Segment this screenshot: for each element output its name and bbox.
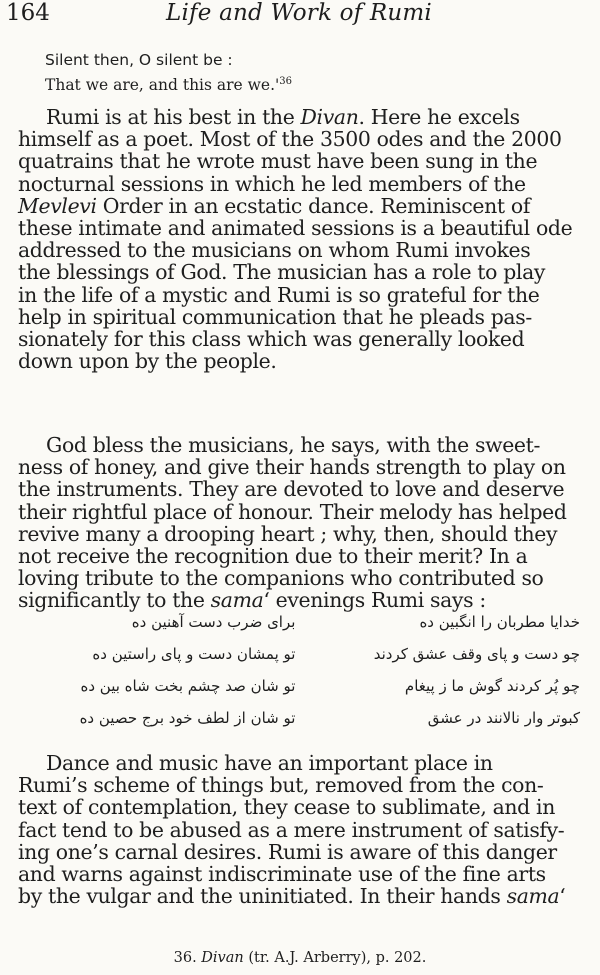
verse-row [18, 702, 596, 734]
verse-hemistich: تو شان صد چشم بخت شاه بین ده [80, 677, 296, 695]
text-line: text of contemplation, they cease to sublimate, and in [18, 795, 555, 820]
text-line: the instruments. They are devoted to love and deserve [18, 477, 565, 502]
text-line: ing one’s carnal desires. Rumi is aware of this danger [18, 839, 557, 864]
verse-hemistich: خدایا مطربان را انگبین ده [419, 613, 580, 631]
text-line: not receive the recognition due to their merit? In a [18, 544, 528, 569]
text-line: addressed to the musicians on whom Rumi invokes [18, 238, 531, 263]
text-line: in the life of a mystic and Rumi is so grateful for the [18, 282, 540, 307]
text-line: loving tribute to the companions who contributed so [18, 566, 544, 591]
verse-hemistich: چو دست و پای وقف عشق کردند [373, 645, 580, 663]
text-line: quatrains that he wrote must have been sung in the [18, 149, 538, 174]
text-line [18, 195, 596, 217]
text-span: Rumi is at his best in the [46, 105, 301, 129]
text-line: down upon by the people. [18, 349, 277, 374]
footnote-number: 36. [173, 950, 202, 966]
italic-term: sama [210, 588, 264, 613]
verse-row [18, 606, 596, 638]
verse-row [18, 638, 596, 670]
verse-hemistich: تو پمشان دست و پای راستین ده [92, 645, 296, 663]
epigraph-line-1: Silent then, O silent be : [45, 51, 233, 69]
text-line [18, 106, 596, 128]
verse-hemistich: چو پُر کردند گوش ما ز پیغام [404, 677, 580, 695]
footnote-text: (tr. A.J. Arberry), p. 202. [243, 950, 427, 966]
verse-hemistich: برای ضرب دست آهنین ده [131, 613, 296, 631]
text-line: and warns against indiscriminate use of the fine arts [18, 862, 546, 887]
text-line: nocturnal sessions in which he led members of the [18, 171, 526, 196]
verse-hemistich: کبوتر وار نالانند در عشق [427, 709, 580, 727]
epigraph-line-2-text: That we are, and this are we.' [45, 76, 280, 95]
running-header [6, 0, 592, 28]
epigraph-line-2 [45, 71, 292, 96]
running-title: Life and Work of Rumi [166, 0, 432, 26]
footnote-italic: Divan [201, 950, 244, 966]
text-line: sionately for this class which was generally looked [18, 327, 525, 352]
text-line: the blessings of God. The musician has a role to play [18, 260, 546, 285]
paragraph-3 [18, 752, 596, 907]
text-span: significantly to the [18, 588, 211, 613]
verse-hemistich: تو شان از لطف خود برج حصین ده [79, 709, 296, 727]
text-line: Dance and music have an important place in [46, 751, 493, 775]
text-line: revive many a drooping heart ; why, then, should they [18, 521, 558, 546]
text-line: God bless the musicians, he says, with the sweet- [46, 433, 541, 457]
text-span: . Here he excels [358, 105, 520, 129]
footnote-ref: 36 [279, 76, 292, 87]
text-span: by the vulgar and the uninitiated. In their hands [18, 884, 507, 909]
paragraph-1 [18, 106, 596, 372]
italic-term: sama [506, 884, 560, 909]
text-line: Rumi’s scheme of things but, removed from the con- [18, 773, 544, 798]
text-line: help in spiritual communication that he pleads pas- [18, 304, 532, 329]
paragraph-2 [18, 434, 596, 612]
footnote [0, 950, 600, 966]
text-span: ‘ evenings Rumi says : [263, 588, 486, 613]
text-line [18, 885, 596, 907]
text-line: these intimate and animated sessions is a beautiful ode [18, 216, 573, 241]
verse-row [18, 670, 596, 702]
text-line: their rightful place of honour. Their melody has helped [18, 499, 567, 524]
text-line: ness of honey, and give their hands strength to play on [18, 455, 566, 480]
text-line: himself as a poet. Most of the 3500 odes and the 2000 [18, 127, 562, 152]
persian-verses [18, 606, 596, 734]
page-number: 164 [6, 0, 50, 26]
epigraph [45, 50, 292, 96]
italic-term: Mevlevi [18, 193, 97, 218]
text-span: Order in an ecstatic dance. Reminiscent of [96, 193, 531, 218]
italic-term: Divan [300, 105, 359, 129]
text-line: fact tend to be abused as a mere instrument of satisfy- [18, 817, 565, 842]
text-span: ‘ [559, 884, 566, 909]
